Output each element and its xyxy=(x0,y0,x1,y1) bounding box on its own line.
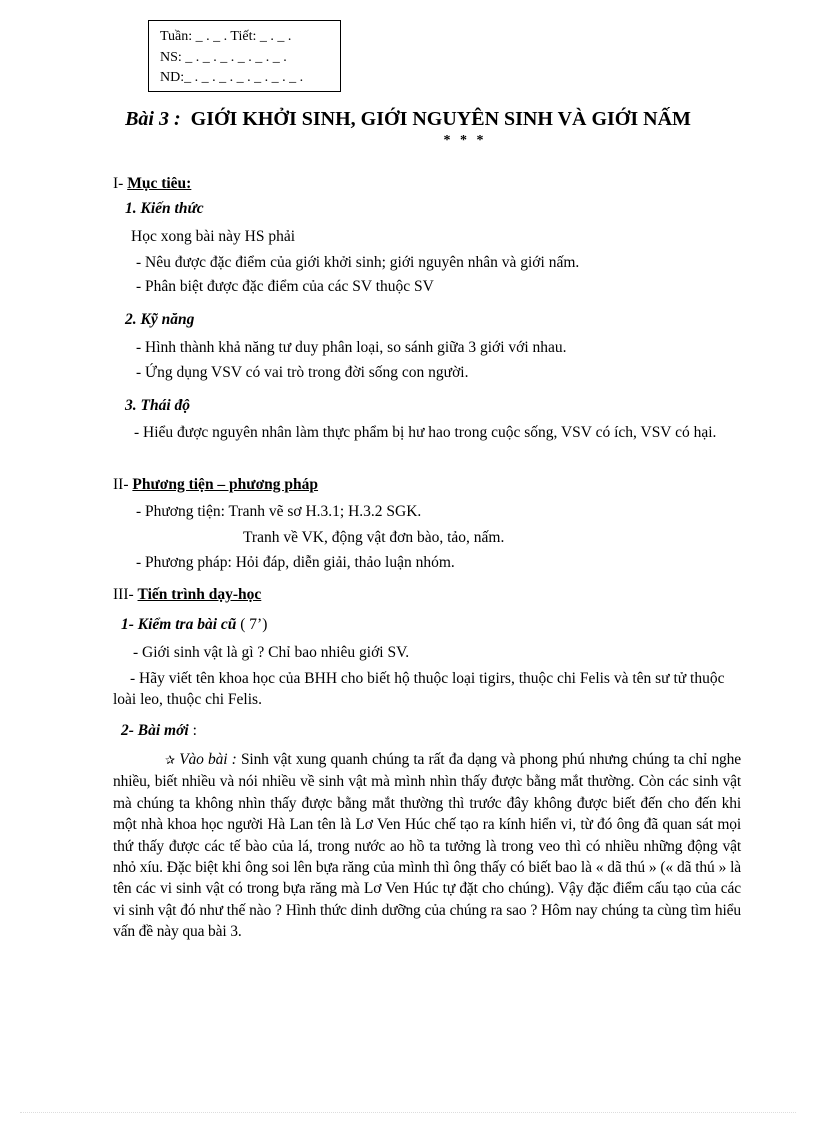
knowledge-item-1: - Nêu được đặc điểm của giới khởi sinh; giới nguyên nhân và giới nấm. xyxy=(136,254,580,271)
lesson-title xyxy=(0,108,816,131)
skills-item-1: - Hình thành khả năng tư duy phân loại, so sánh giữa 3 giới với nhau. xyxy=(136,339,567,356)
introduction-paragraph xyxy=(113,749,741,943)
week-period-line: Tuần: _ . _ . Tiết: _ . _ . xyxy=(160,29,292,44)
new-lesson-colon: : xyxy=(188,722,197,739)
title-stars: * * * xyxy=(443,133,487,148)
knowledge-item-2: - Phân biệt được đặc điểm của các SV thuộc SV xyxy=(136,278,434,295)
star-icon: ✰ xyxy=(165,753,175,767)
section-1-title: Mục tiêu: xyxy=(127,175,192,192)
section-2-heading xyxy=(113,476,318,495)
attitude-text: - Hiểu được nguyên nhân làm thực phẩm bị hư hao trong cuộc sống, VSV có ích, VSV có hại. xyxy=(134,424,717,441)
review-time: ( 7’) xyxy=(236,616,268,633)
new-lesson-heading xyxy=(121,722,197,741)
review-question-2: - Hãy viết tên khoa học của BHH cho biết hộ thuộc loại tigirs, thuộc chi Felis và tên sư tử thuộc loài leo, thuộc chi Felis. xyxy=(113,670,725,709)
means-item: - Phương tiện: Tranh vẽ sơ H.3.1; H.3.2 SGK. xyxy=(136,503,422,520)
review-heading xyxy=(121,616,267,635)
lesson-title-text: GIỚI KHỞI SINH, GIỚI NGUYÊN SINH VÀ GIỚI NẤM xyxy=(190,108,691,130)
method-item: - Phương pháp: Hỏi đáp, diễn giải, thảo luận nhóm. xyxy=(136,554,455,571)
section-3-title: Tiến trình dạy-học xyxy=(137,586,262,603)
nd-line: ND:_ . _ . _ . _ . _ . _ . _ . xyxy=(160,70,304,85)
section-2-number: II- xyxy=(113,476,129,493)
review-question-1: - Giới sinh vật là gì ? Chỉ bao nhiêu giới SV. xyxy=(133,644,410,661)
introduction-text: Sinh vật xung quanh chúng ta rất đa dạng và phong phú nhưng chúng ta chỉ nghe nhiều, biết nhiều và nói nhiều về sinh vật mà mình nhìn thấy được bằng mắt thường. Còn các sinh vật mà chúng ta không nhìn thấy được bằng mắt thường thì trước đây không được biết đến cho đến khi một nhà khoa học người Hà Lan tên là Lơ Ven Húc chế tạo ra kính hiển vi, từ đó ông đã quan sát mọi thứ thấy được các tế bào của lá, trong nước ao hồ ta tưởng là trong veo thì có nhiều những động vật nhỏ xíu. Đặc biệt khi ông soi lên bựa răng của mình thì ông thấy có biết bao là « dã thú » (« dã thú » là tên các vi sinh vật có trong bựa răng mà Lơ Ven Húc tự đặt cho chúng). Vậy đặc điểm cấu tạo của các vi sinh vật đó như thế nào ? Hình thức dinh dưỡng của chúng ra sao ? Hôm nay chúng ta cùng tìm hiểu vấn đề này qua bài 3. xyxy=(113,751,741,941)
knowledge-intro: Học xong bài này HS phải xyxy=(131,228,296,245)
review-title: 1- Kiểm tra bài cũ xyxy=(121,616,237,633)
section-3-number: III- xyxy=(113,586,134,603)
lesson-number: Bài 3 : xyxy=(125,108,181,130)
section-1-heading xyxy=(113,175,191,194)
knowledge-heading: 1. Kiến thức xyxy=(125,200,204,217)
section-2-title: Phương tiện – phương pháp xyxy=(132,476,319,493)
means-item-continued: Tranh về VK, động vật đơn bào, tảo, nấm. xyxy=(243,529,505,546)
section-1-number: I- xyxy=(113,175,124,192)
lesson-info-box xyxy=(148,20,341,92)
skills-heading: 2. Kỹ năng xyxy=(125,311,195,328)
skills-item-2: - Ứng dụng VSV có vai trò trong đời sống con người. xyxy=(136,364,469,381)
section-3-heading xyxy=(113,586,261,605)
new-lesson-title: 2- Bài mới xyxy=(121,722,189,739)
ns-line: NS: _ . _ . _ . _ . _ . _ . xyxy=(160,50,287,65)
introduction-lead: Vào bài : xyxy=(179,751,237,768)
page-bottom-border xyxy=(20,1112,796,1113)
attitude-heading: 3. Thái độ xyxy=(125,397,191,414)
